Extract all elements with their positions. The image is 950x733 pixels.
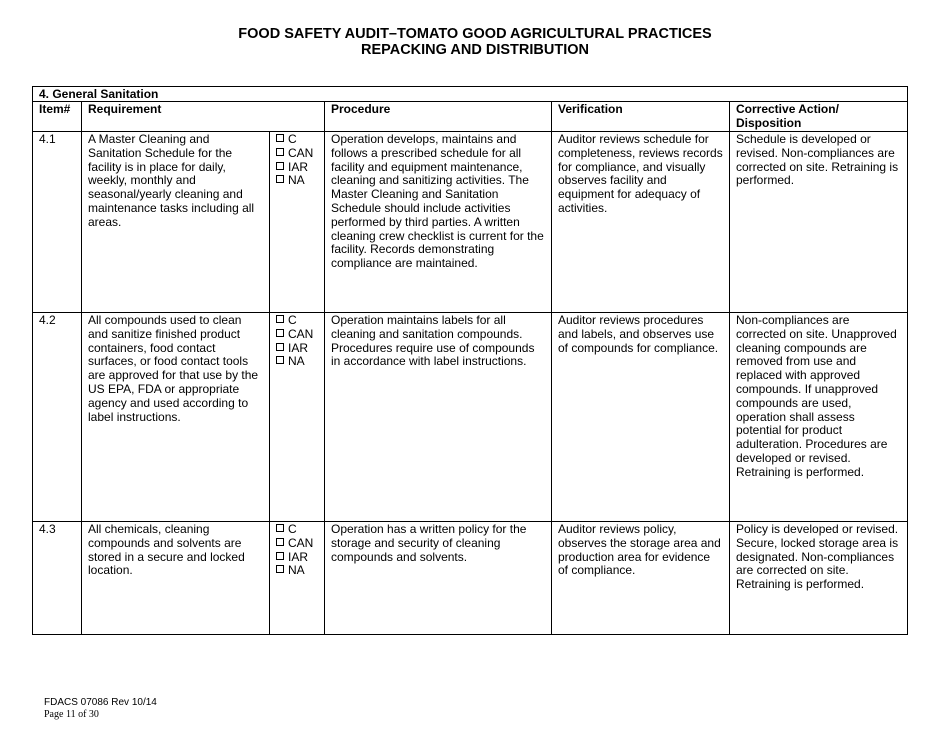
- option-c[interactable]: [276, 314, 318, 328]
- option-label: C: [288, 313, 297, 327]
- option-label: C: [288, 132, 297, 146]
- column-header-item: Item#: [33, 102, 82, 132]
- option-label: CAN: [288, 326, 314, 341]
- requirement-cell: A Master Cleaning and Sanitation Schedule for the facility is in place for daily, weekly, monthly and seasonal/yearly cleaning and maintenance tasks including all areas.: [82, 132, 270, 313]
- checkbox-icon[interactable]: [276, 538, 284, 546]
- option-label: NA: [288, 354, 305, 369]
- checkbox-icon[interactable]: [276, 552, 284, 560]
- procedure-cell: Operation has a written policy for the storage and security of cleaning compounds and solvents.: [325, 522, 552, 635]
- item-number: 4.3: [33, 522, 82, 635]
- option-c[interactable]: [276, 523, 318, 537]
- verification-cell: Auditor reviews schedule for completeness, reviews records for compliance, and visually observes facility and equipment for adequacy of activities.: [552, 132, 730, 313]
- document-title: [0, 26, 950, 58]
- checkbox-icon[interactable]: [276, 565, 284, 573]
- section-header-row: [33, 87, 908, 102]
- option-can[interactable]: [276, 147, 318, 161]
- table-row: [33, 522, 908, 635]
- column-header-corrective-action: Corrective Action/ Disposition: [730, 102, 908, 132]
- corrective-action-cell: Schedule is developed or revised. Non-compliances are corrected on site. Retraining is performed.: [730, 132, 908, 313]
- compliance-options: [270, 522, 325, 635]
- checkbox-icon[interactable]: [276, 134, 284, 142]
- option-label: IAR: [288, 159, 309, 174]
- option-iar[interactable]: [276, 161, 318, 175]
- option-can[interactable]: [276, 537, 318, 551]
- column-header-verification: Verification: [552, 102, 730, 132]
- checkbox-icon[interactable]: [276, 162, 284, 170]
- requirement-cell: All chemicals, cleaning compounds and solvents are stored in a secure and locked location.: [82, 522, 270, 635]
- procedure-cell: Operation maintains labels for all cleaning and sanitation compounds. Procedures require use of compounds in accordance with label instructions.: [325, 313, 552, 522]
- table-row: [33, 132, 908, 313]
- checkbox-icon[interactable]: [276, 524, 284, 532]
- option-c[interactable]: [276, 133, 318, 147]
- corrective-action-cell: Policy is developed or revised. Secure, locked storage area is designated. Non-compliances are corrected on site. Retraining is performed.: [730, 522, 908, 635]
- option-label: NA: [288, 173, 305, 188]
- page-footer: [44, 697, 157, 721]
- section-title: 4. General Sanitation: [33, 87, 908, 102]
- compliance-options: [270, 313, 325, 522]
- checkbox-icon[interactable]: [276, 315, 284, 323]
- compliance-options: [270, 132, 325, 313]
- option-label: NA: [288, 563, 305, 578]
- page-number: Page 11 of 30: [44, 709, 99, 720]
- checkbox-icon[interactable]: [276, 148, 284, 156]
- checkbox-icon[interactable]: [276, 329, 284, 337]
- column-header-row: [33, 102, 908, 132]
- option-label: CAN: [288, 535, 314, 550]
- audit-table: [32, 86, 908, 635]
- option-label: CAN: [288, 145, 314, 160]
- checkbox-icon[interactable]: [276, 343, 284, 351]
- form-id: FDACS 07086 Rev 10/14: [44, 697, 157, 708]
- procedure-cell: Operation develops, maintains and follows a prescribed schedule for all facility and equipment maintenance, cleaning and sanitizing activities. The Master Cleaning and Sanitation Schedule should include activities performed by third parties. A written cleaning crew checklist is current for the facility. Records demonstrating compliance are maintained.: [325, 132, 552, 313]
- verification-cell: Auditor reviews procedures and labels, and observes use of compounds for compliance.: [552, 313, 730, 522]
- corrective-action-cell: Non-compliances are corrected on site. Unapproved cleaning compounds are removed from use and replaced with approved compounds. If unapproved compounds are used, operation shall assess potential for product adulteration. Procedures are developed or revised. Retraining is performed.: [730, 313, 908, 522]
- column-header-requirement: Requirement: [82, 102, 325, 132]
- option-na[interactable]: [276, 174, 318, 188]
- option-can[interactable]: [276, 328, 318, 342]
- checkbox-icon[interactable]: [276, 175, 284, 183]
- option-na[interactable]: [276, 564, 318, 578]
- title-line-2: REPACKING AND DISTRIBUTION: [361, 42, 589, 58]
- title-line-1: FOOD SAFETY AUDIT–TOMATO GOOD AGRICULTURAL PRACTICES: [238, 26, 712, 42]
- option-na[interactable]: [276, 355, 318, 369]
- option-iar[interactable]: [276, 342, 318, 356]
- table-row: [33, 313, 908, 522]
- verification-cell: Auditor reviews policy, observes the storage area and production area for evidence of compliance.: [552, 522, 730, 635]
- requirement-cell: All compounds used to clean and sanitize finished product containers, food contact surfaces, or food contact tools are approved for that use by the US EPA, FDA or appropriate agency and used according to label instructions.: [82, 313, 270, 522]
- option-iar[interactable]: [276, 551, 318, 565]
- option-label: C: [288, 522, 297, 536]
- option-label: IAR: [288, 340, 309, 355]
- option-label: IAR: [288, 549, 309, 564]
- item-number: 4.1: [33, 132, 82, 313]
- item-number: 4.2: [33, 313, 82, 522]
- checkbox-icon[interactable]: [276, 356, 284, 364]
- column-header-procedure: Procedure: [325, 102, 552, 132]
